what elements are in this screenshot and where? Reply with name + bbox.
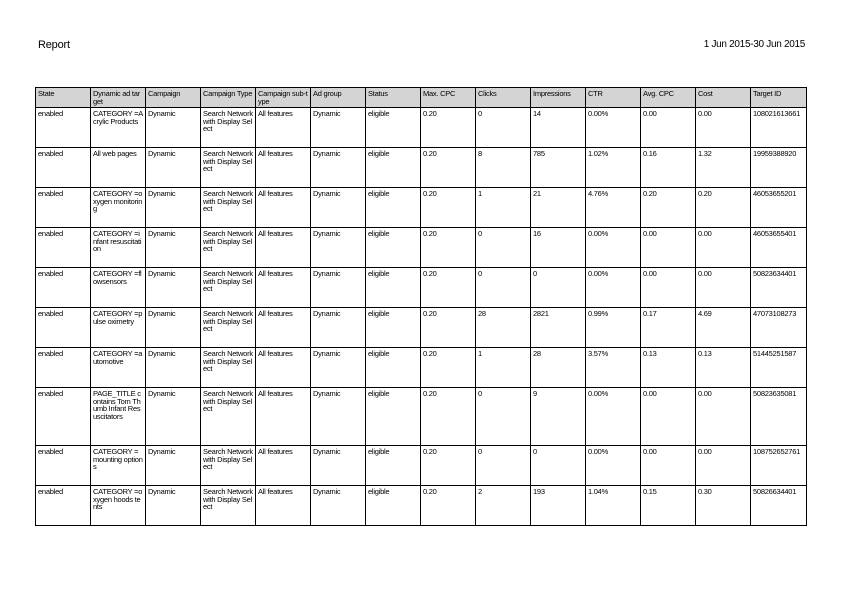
dynamic-ad-target-cell: CATEGORY =flowsensors: [91, 268, 146, 308]
ctr-cell: 0.00%: [586, 388, 641, 446]
campaign-cell: Dynamic: [146, 388, 201, 446]
ad-group-cell: Dynamic: [311, 308, 366, 348]
campaign-sub-type-cell: All features: [256, 228, 311, 268]
campaign-cell: Dynamic: [146, 188, 201, 228]
state-cell: enabled: [36, 228, 91, 268]
max-cpc-cell: 0.20: [421, 188, 476, 228]
avg-cpc-cell: 0.13: [641, 348, 696, 388]
impressions-cell: 28: [531, 348, 586, 388]
ad-group-cell: Dynamic: [311, 108, 366, 148]
dynamic-ad-target-cell: CATEGORY =mounting options: [91, 446, 146, 486]
campaign-cell: Dynamic: [146, 486, 201, 526]
col-header-ctr: CTR: [586, 88, 641, 108]
clicks-cell: 1: [476, 188, 531, 228]
ctr-cell: 3.57%: [586, 348, 641, 388]
table-row: [36, 228, 807, 268]
state-cell: enabled: [36, 108, 91, 148]
clicks-cell: 28: [476, 308, 531, 348]
report-title: Report: [38, 39, 70, 51]
state-cell: enabled: [36, 486, 91, 526]
table-row: [36, 188, 807, 228]
impressions-cell: 0: [531, 268, 586, 308]
status-cell: eligible: [366, 348, 421, 388]
cost-cell: 0.00: [696, 108, 751, 148]
cost-cell: 0.30: [696, 486, 751, 526]
ctr-cell: 0.99%: [586, 308, 641, 348]
ad-group-cell: Dynamic: [311, 348, 366, 388]
date-range: 1 Jun 2015-30 Jun 2015: [703, 39, 805, 50]
avg-cpc-cell: 0.16: [641, 148, 696, 188]
campaign-sub-type-cell: All features: [256, 148, 311, 188]
avg-cpc-cell: 0.00: [641, 446, 696, 486]
campaign-type-cell: Search Network with Display Select: [201, 486, 256, 526]
state-cell: enabled: [36, 148, 91, 188]
col-header-cost: Cost: [696, 88, 751, 108]
table-row: [36, 388, 807, 446]
campaign-type-cell: Search Network with Display Select: [201, 108, 256, 148]
col-header-dynamic-ad-target: Dynamic ad target: [91, 88, 146, 108]
cost-cell: 0.20: [696, 188, 751, 228]
campaign-cell: Dynamic: [146, 446, 201, 486]
target-id-cell: 51445251587: [751, 348, 807, 388]
campaign-sub-type-cell: All features: [256, 188, 311, 228]
status-cell: eligible: [366, 446, 421, 486]
cost-cell: 0.13: [696, 348, 751, 388]
impressions-cell: 0: [531, 446, 586, 486]
clicks-cell: 0: [476, 108, 531, 148]
campaign-type-cell: Search Network with Display Select: [201, 268, 256, 308]
dynamic-ad-target-cell: PAGE_TITLE contains Tom Thumb Infant Resuscitators: [91, 388, 146, 446]
impressions-cell: 2821: [531, 308, 586, 348]
campaign-cell: Dynamic: [146, 108, 201, 148]
table-row: [36, 268, 807, 308]
target-id-cell: 50823635081: [751, 388, 807, 446]
campaign-sub-type-cell: All features: [256, 486, 311, 526]
avg-cpc-cell: 0.00: [641, 108, 696, 148]
avg-cpc-cell: 0.17: [641, 308, 696, 348]
col-header-max-cpc: Max. CPC: [421, 88, 476, 108]
dynamic-ad-target-cell: CATEGORY =oxygen monitoring: [91, 188, 146, 228]
ctr-cell: 1.04%: [586, 486, 641, 526]
campaign-cell: Dynamic: [146, 228, 201, 268]
clicks-cell: 2: [476, 486, 531, 526]
clicks-cell: 0: [476, 228, 531, 268]
report-table: [35, 87, 807, 526]
col-header-avg-cpc: Avg. CPC: [641, 88, 696, 108]
col-header-ad-group: Ad group: [311, 88, 366, 108]
table-row: [36, 148, 807, 188]
status-cell: eligible: [366, 228, 421, 268]
cost-cell: 0.00: [696, 446, 751, 486]
ctr-cell: 1.02%: [586, 148, 641, 188]
ad-group-cell: Dynamic: [311, 388, 366, 446]
state-cell: enabled: [36, 308, 91, 348]
ad-group-cell: Dynamic: [311, 446, 366, 486]
campaign-sub-type-cell: All features: [256, 388, 311, 446]
clicks-cell: 0: [476, 268, 531, 308]
campaign-cell: Dynamic: [146, 348, 201, 388]
max-cpc-cell: 0.20: [421, 228, 476, 268]
ctr-cell: 0.00%: [586, 108, 641, 148]
campaign-sub-type-cell: All features: [256, 348, 311, 388]
target-id-cell: 108752652761: [751, 446, 807, 486]
target-id-cell: 50823634401: [751, 268, 807, 308]
max-cpc-cell: 0.20: [421, 446, 476, 486]
target-id-cell: 108021613661: [751, 108, 807, 148]
col-header-impressions: Impressions: [531, 88, 586, 108]
report-table-body: [36, 108, 807, 526]
status-cell: eligible: [366, 268, 421, 308]
campaign-type-cell: Search Network with Display Select: [201, 388, 256, 446]
impressions-cell: 785: [531, 148, 586, 188]
target-id-cell: 47073108273: [751, 308, 807, 348]
max-cpc-cell: 0.20: [421, 108, 476, 148]
campaign-cell: Dynamic: [146, 308, 201, 348]
impressions-cell: 14: [531, 108, 586, 148]
col-header-state: State: [36, 88, 91, 108]
state-cell: enabled: [36, 446, 91, 486]
col-header-campaign-sub-type: Campaign sub-type: [256, 88, 311, 108]
col-header-clicks: Clicks: [476, 88, 531, 108]
max-cpc-cell: 0.20: [421, 486, 476, 526]
dynamic-ad-target-cell: CATEGORY =pulse oximetry: [91, 308, 146, 348]
ad-group-cell: Dynamic: [311, 268, 366, 308]
campaign-type-cell: Search Network with Display Select: [201, 348, 256, 388]
dynamic-ad-target-cell: CATEGORY =oxygen hoods tents: [91, 486, 146, 526]
table-row: [36, 486, 807, 526]
campaign-type-cell: Search Network with Display Select: [201, 148, 256, 188]
clicks-cell: 0: [476, 388, 531, 446]
col-header-campaign-type: Campaign Type: [201, 88, 256, 108]
clicks-cell: 0: [476, 446, 531, 486]
col-header-campaign: Campaign: [146, 88, 201, 108]
clicks-cell: 8: [476, 148, 531, 188]
ctr-cell: 0.00%: [586, 268, 641, 308]
status-cell: eligible: [366, 188, 421, 228]
target-id-cell: 46053655401: [751, 228, 807, 268]
impressions-cell: 21: [531, 188, 586, 228]
state-cell: enabled: [36, 388, 91, 446]
dynamic-ad-target-cell: CATEGORY =automotive: [91, 348, 146, 388]
max-cpc-cell: 0.20: [421, 348, 476, 388]
dynamic-ad-target-cell: All web pages: [91, 148, 146, 188]
clicks-cell: 1: [476, 348, 531, 388]
campaign-type-cell: Search Network with Display Select: [201, 446, 256, 486]
ctr-cell: 4.76%: [586, 188, 641, 228]
ad-group-cell: Dynamic: [311, 228, 366, 268]
ad-group-cell: Dynamic: [311, 188, 366, 228]
col-header-status: Status: [366, 88, 421, 108]
state-cell: enabled: [36, 188, 91, 228]
target-id-cell: 46053655201: [751, 188, 807, 228]
max-cpc-cell: 0.20: [421, 148, 476, 188]
avg-cpc-cell: 0.00: [641, 228, 696, 268]
status-cell: eligible: [366, 486, 421, 526]
status-cell: eligible: [366, 308, 421, 348]
cost-cell: 0.00: [696, 228, 751, 268]
campaign-sub-type-cell: All features: [256, 446, 311, 486]
campaign-cell: Dynamic: [146, 268, 201, 308]
impressions-cell: 193: [531, 486, 586, 526]
avg-cpc-cell: 0.20: [641, 188, 696, 228]
header-row: [36, 88, 807, 108]
impressions-cell: 9: [531, 388, 586, 446]
table-row: [36, 348, 807, 388]
cost-cell: 0.00: [696, 268, 751, 308]
table-row: [36, 446, 807, 486]
impressions-cell: 16: [531, 228, 586, 268]
campaign-type-cell: Search Network with Display Select: [201, 228, 256, 268]
target-id-cell: 19959388920: [751, 148, 807, 188]
campaign-sub-type-cell: All features: [256, 268, 311, 308]
campaign-type-cell: Search Network with Display Select: [201, 188, 256, 228]
max-cpc-cell: 0.20: [421, 388, 476, 446]
ctr-cell: 0.00%: [586, 446, 641, 486]
col-header-target-id: Target ID: [751, 88, 807, 108]
avg-cpc-cell: 0.00: [641, 268, 696, 308]
campaign-sub-type-cell: All features: [256, 308, 311, 348]
table-row: [36, 308, 807, 348]
avg-cpc-cell: 0.00: [641, 388, 696, 446]
target-id-cell: 50826634401: [751, 486, 807, 526]
ctr-cell: 0.00%: [586, 228, 641, 268]
campaign-sub-type-cell: All features: [256, 108, 311, 148]
cost-cell: 1.32: [696, 148, 751, 188]
campaign-type-cell: Search Network with Display Select: [201, 308, 256, 348]
max-cpc-cell: 0.20: [421, 308, 476, 348]
status-cell: eligible: [366, 388, 421, 446]
state-cell: enabled: [36, 348, 91, 388]
state-cell: enabled: [36, 268, 91, 308]
status-cell: eligible: [366, 148, 421, 188]
dynamic-ad-target-cell: CATEGORY =Acrylic Products: [91, 108, 146, 148]
campaign-cell: Dynamic: [146, 148, 201, 188]
dynamic-ad-target-cell: CATEGORY =infant resuscitation: [91, 228, 146, 268]
ad-group-cell: Dynamic: [311, 486, 366, 526]
avg-cpc-cell: 0.15: [641, 486, 696, 526]
table-row: [36, 108, 807, 148]
cost-cell: 0.00: [696, 388, 751, 446]
cost-cell: 4.69: [696, 308, 751, 348]
status-cell: eligible: [366, 108, 421, 148]
max-cpc-cell: 0.20: [421, 268, 476, 308]
ad-group-cell: Dynamic: [311, 148, 366, 188]
